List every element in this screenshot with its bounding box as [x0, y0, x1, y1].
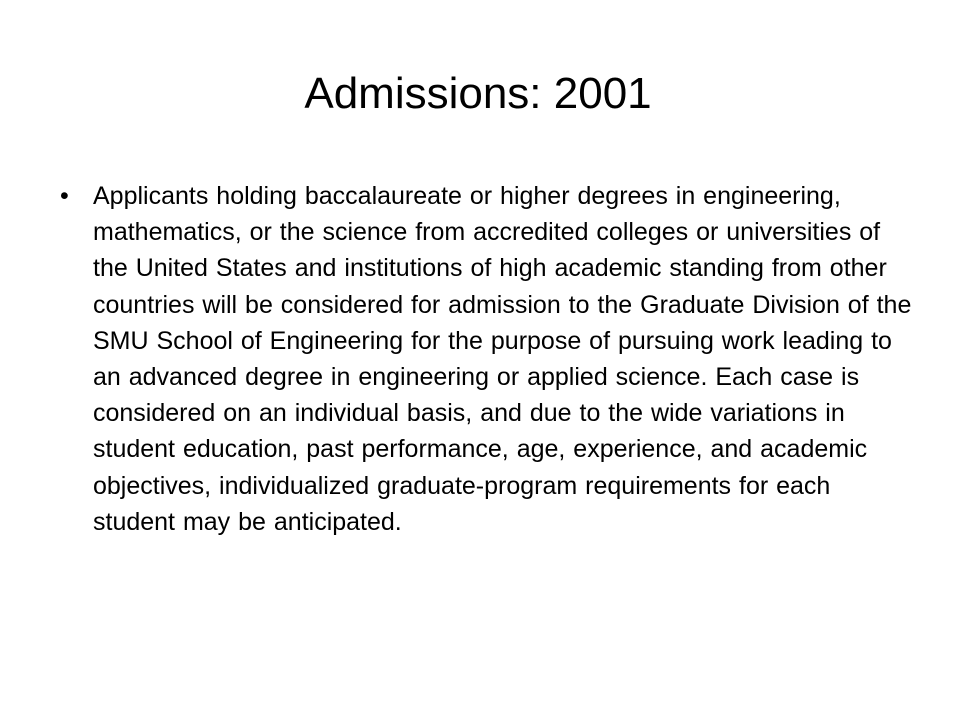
- bullet-item: [60, 178, 920, 540]
- slide-title: Admissions: 2001: [304, 69, 652, 118]
- bullet-text: Applicants holding baccalaureate or higher degrees in engineering, mathematics, or the science from accredited colleges or universities of the United States and institutions of high academic standing from other countries will be considered for admission to the Graduate Division of the SMU School of Engineering for the purpose of pursuing work leading to an advanced degree in engineering or applied science. Each case is considered on an individual basis, and due to the wide variations in student education, past performance, age, experience, and academic objectives, individualized graduate-program requirements for each student may be anticipated.: [93, 182, 912, 536]
- bullet-marker: •: [60, 182, 69, 210]
- bullet-list: [60, 178, 920, 540]
